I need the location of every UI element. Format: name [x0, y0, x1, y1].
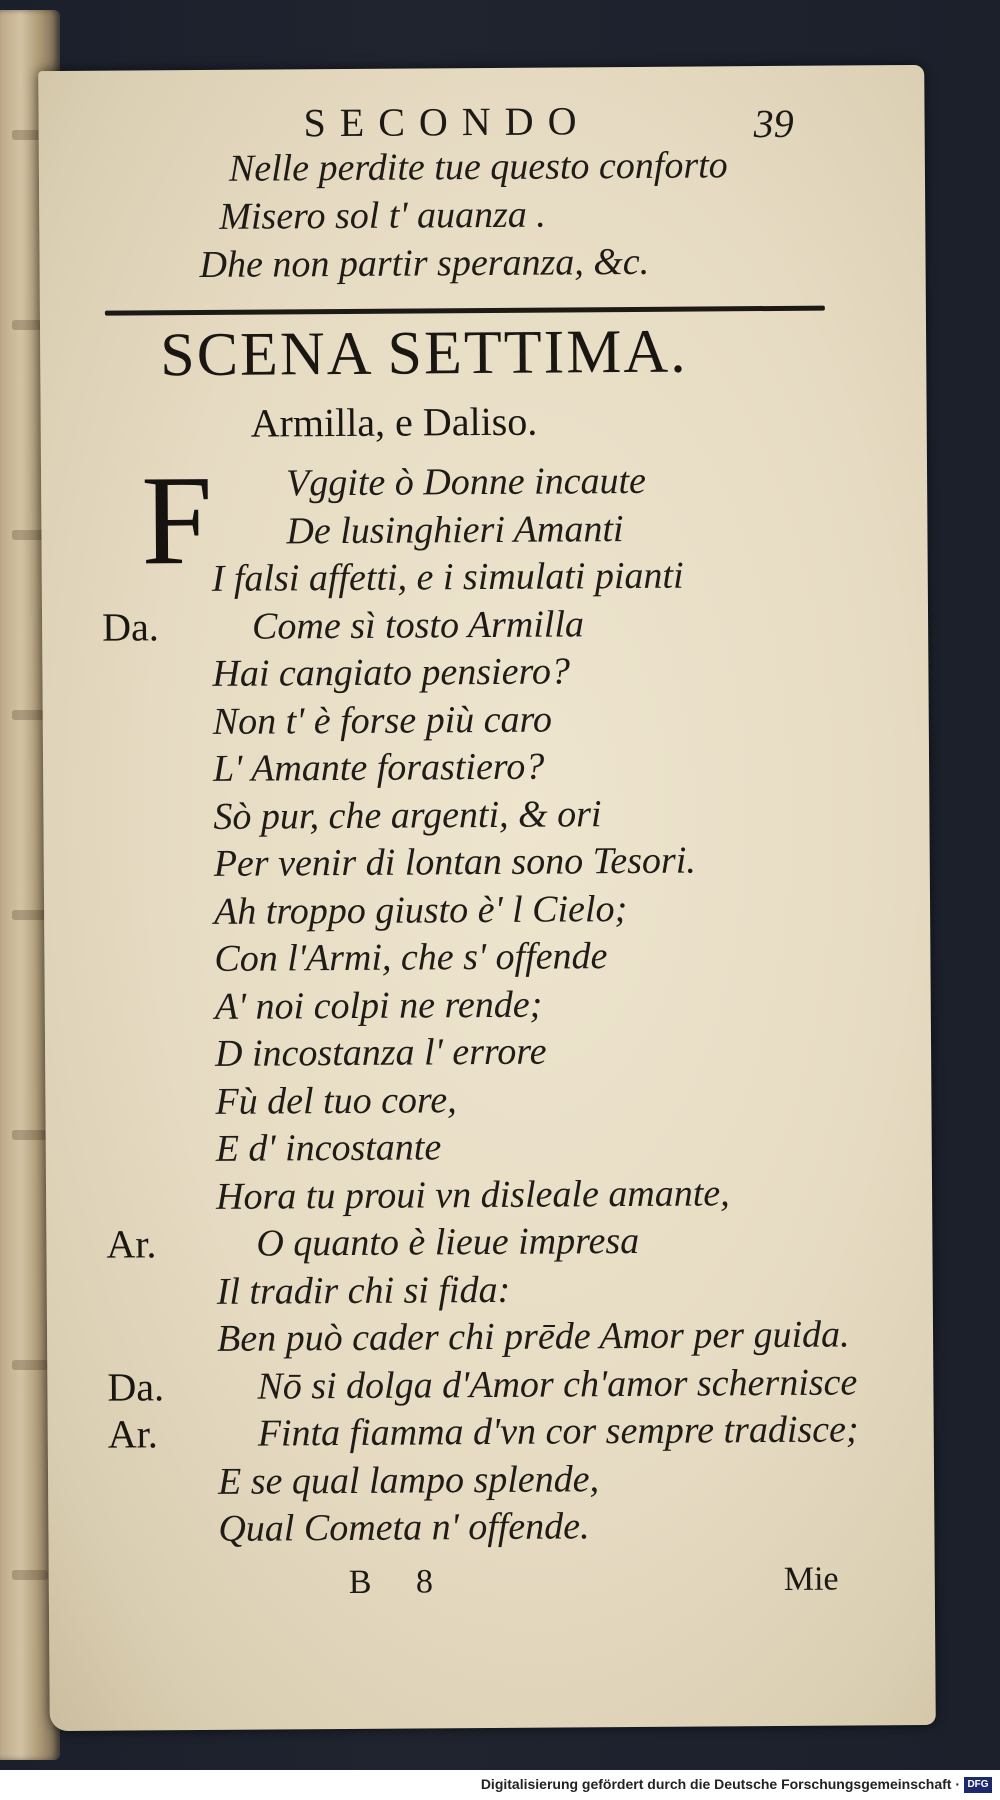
dialogue-line	[108, 1500, 908, 1553]
verse-text: Come sì tosto Armilla	[251, 602, 585, 648]
page-edge-mark	[12, 910, 48, 920]
verse-text: A' noi colpi ne rende;	[214, 983, 543, 1028]
dialogue-line	[107, 1310, 907, 1363]
page-edge-mark	[12, 1130, 48, 1140]
scene-characters: Armilla, e Daliso.	[250, 398, 538, 446]
verse-text: Non t' è forse più caro	[212, 698, 553, 743]
digitization-footer	[0, 1770, 1000, 1800]
verse-text: Sò pur, che argenti, & ori	[213, 792, 602, 838]
verse-text: Hai cangiato pensiero?	[212, 650, 571, 695]
page-number: 39	[753, 100, 794, 147]
verse-line: Nelle perdite tue questo conforto	[228, 144, 728, 190]
dialogue-line	[103, 788, 903, 841]
dialogue-line	[108, 1405, 908, 1458]
dialogue-line	[107, 1263, 907, 1316]
verse-text: L' Amante forastiero?	[212, 745, 545, 790]
verse-text: I falsi affetti, e i simulati pianti	[211, 554, 684, 600]
speaker-label: Da.	[101, 603, 159, 650]
page-edge-mark	[12, 1570, 48, 1580]
verse-text: E d' incostante	[215, 1126, 442, 1170]
verse-text: Vggite ò Donne incaute	[285, 459, 647, 505]
funding-credit: Digitalisierung gefördert durch die Deutsche Forschungsgemeinschaft ·	[480, 1776, 960, 1792]
dialogue-line	[106, 1168, 906, 1221]
scene-title: SCENA SETTIMA.	[159, 317, 688, 390]
verse-text: Ben può cader chi prēde Amor per guida.	[216, 1313, 850, 1360]
dialogue-line	[107, 1358, 907, 1411]
dialogue-line	[101, 503, 901, 556]
dialogue-line	[103, 740, 903, 793]
speaker-label: Ar.	[106, 1221, 157, 1267]
dialogue-lines	[101, 448, 909, 1553]
verse-text: Il tradir chi si fida:	[216, 1268, 511, 1313]
dialogue-line	[104, 930, 904, 983]
verse-line: Misero sol t' auanza .	[219, 193, 546, 238]
verse-text: Finta fiamma d'vn cor sempre tradisce;	[257, 1408, 859, 1455]
section-rule	[105, 306, 825, 316]
dialogue-line	[104, 835, 904, 888]
dialogue-line	[101, 455, 901, 508]
carryover-verses	[139, 140, 900, 289]
speaker-label: Ar.	[107, 1411, 158, 1457]
verse-text: Nō si dolga d'Amor ch'amor schernisce	[257, 1360, 858, 1408]
drop-cap: F	[140, 448, 214, 592]
page-footer	[49, 1560, 935, 1616]
dialogue-line	[103, 693, 903, 746]
dialogue-line	[105, 978, 905, 1031]
verse-text: O quanto è lieue impresa	[256, 1219, 640, 1265]
dialogue-line	[106, 1215, 906, 1268]
dialogue-line	[102, 550, 902, 603]
dialogue-line	[104, 883, 904, 936]
running-head: SECONDO	[303, 98, 591, 146]
verse-text: Con l'Armi, che s' offende	[214, 935, 608, 980]
dialogue-line	[102, 598, 902, 651]
verse-text: Ah troppo giusto è' l Cielo;	[213, 887, 628, 933]
verse-line: Dhe non partir speranza, &c.	[199, 240, 650, 286]
dialogue-line	[105, 1073, 905, 1126]
book-page	[38, 65, 936, 1731]
dialogue-line	[105, 1025, 905, 1078]
dfg-logo: DFG	[964, 1777, 992, 1793]
dialogue-line	[102, 645, 902, 698]
page-edge-mark	[12, 1360, 48, 1370]
verse-text: D incostanza l' errore	[214, 1030, 547, 1075]
speaker-label: Da.	[107, 1363, 165, 1410]
verse-text: E se qual lampo splende,	[217, 1457, 600, 1503]
verse-text: Qual Cometa n' offende.	[218, 1505, 590, 1550]
signature-mark: B 8	[348, 1563, 452, 1601]
dialogue-line	[106, 1120, 906, 1173]
dialogue-line	[108, 1453, 908, 1506]
verse-text: Per venir di lontan sono Tesori.	[213, 839, 696, 885]
verse-text: De lusinghieri Amanti	[286, 507, 624, 552]
verse-text: Fù del tuo core,	[215, 1078, 457, 1123]
verse-text: Hora tu proui vn disleale amante,	[215, 1171, 730, 1218]
catchword: Mie	[783, 1560, 839, 1598]
